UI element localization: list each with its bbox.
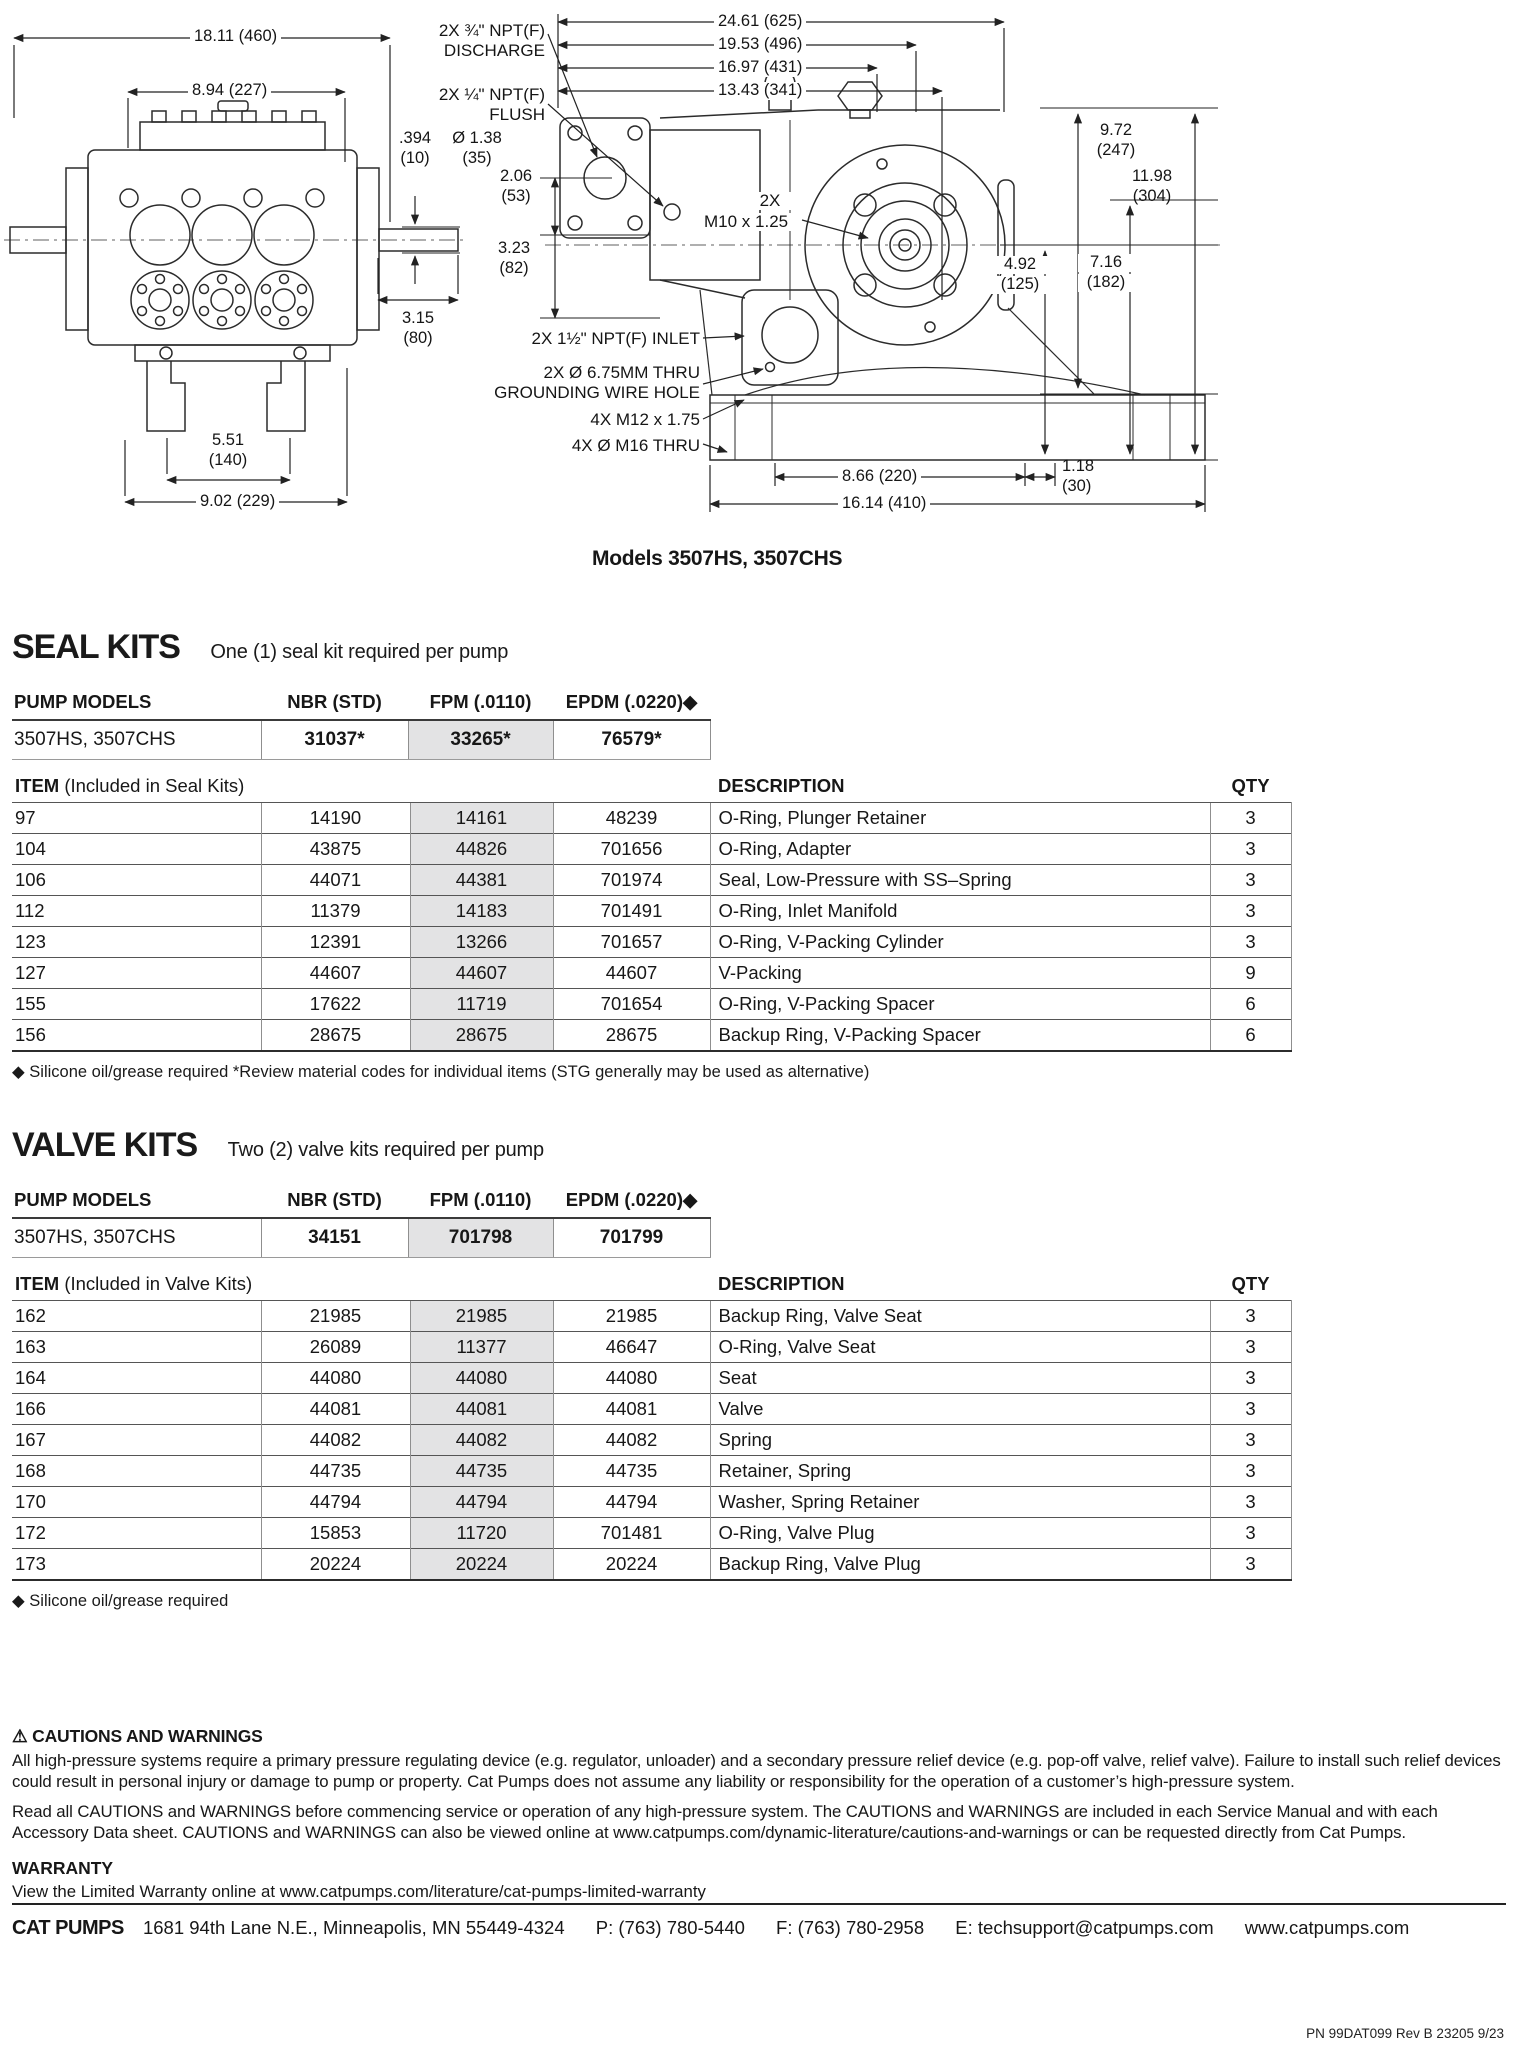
item-epdm: 701657: [553, 927, 710, 958]
item-desc: O-Ring, V-Packing Cylinder: [710, 927, 1210, 958]
seal-kits-section: [12, 628, 1292, 1082]
valve-col-description: DESCRIPTION: [718, 1273, 845, 1294]
item-nbr: 28675: [261, 1020, 410, 1052]
item-nbr: 43875: [261, 834, 410, 865]
item-epdm: 28675: [553, 1020, 710, 1052]
item-epdm: 44735: [553, 1456, 710, 1487]
item-nbr: 14190: [261, 803, 410, 834]
item-no: 163: [12, 1332, 261, 1363]
part-number-revision: PN 99DAT099 Rev B 23205 9/23: [1306, 2026, 1504, 2041]
label-m12: 4X M12 x 1.75: [590, 410, 700, 429]
valve-items-header: ITEM: [15, 1273, 60, 1294]
footer-fax: F: (763) 780-2958: [776, 1917, 925, 1938]
cautions-heading: CAUTIONS AND WARNINGS: [32, 1726, 263, 1746]
item-fpm: 14161: [410, 803, 553, 834]
dim-3-23-in: 3.23: [497, 239, 531, 257]
dim-shaft-dia-mm: (35): [462, 149, 492, 167]
item-fpm: 11377: [410, 1332, 553, 1363]
table-row: [12, 1020, 1291, 1052]
footer-phone: P: (763) 780-5440: [595, 1917, 745, 1938]
item-qty: 3: [1210, 1549, 1291, 1581]
label-flush-size: 2X ¼" NPT(F): [438, 85, 545, 104]
item-no: 156: [12, 1020, 261, 1052]
valve-items-table: [12, 1272, 1292, 1581]
item-qty: 3: [1210, 803, 1291, 834]
brand-name: CAT PUMPS: [12, 1917, 124, 1939]
label-grounding-1: 2X Ø 6.75MM THRU: [543, 363, 700, 382]
item-epdm: 701974: [553, 865, 710, 896]
item-desc: O-Ring, V-Packing Spacer: [710, 989, 1210, 1020]
dim-shaft-dia-in: Ø 1.38: [452, 129, 502, 147]
item-desc: Backup Ring, Valve Seat: [710, 1301, 1210, 1332]
item-qty: 3: [1210, 1394, 1291, 1425]
dim-7-16-mm: (182): [1078, 274, 1134, 292]
valve-kits-section: [12, 1126, 1292, 1611]
footer-email: E: techsupport@catpumps.com: [955, 1917, 1214, 1938]
label-m16: 4X Ø M16 THRU: [571, 436, 700, 455]
item-epdm: 48239: [553, 803, 710, 834]
item-qty: 6: [1210, 1020, 1291, 1052]
warning-triangle-icon: ⚠: [12, 1726, 28, 1746]
item-no: 164: [12, 1363, 261, 1394]
label-m10-qty: 2X: [748, 192, 792, 210]
item-no: 172: [12, 1518, 261, 1549]
label-flush: FLUSH: [489, 105, 545, 124]
table-row: [12, 834, 1291, 865]
dim-feet-in: 5.51: [211, 431, 245, 449]
dim-total-width: 18.11 (460): [190, 28, 281, 46]
item-fpm: 44082: [410, 1425, 553, 1456]
item-fpm: 14183: [410, 896, 553, 927]
seal-col-description: DESCRIPTION: [718, 775, 845, 796]
item-no: 162: [12, 1301, 261, 1332]
table-row: [12, 803, 1291, 834]
item-fpm: 44607: [410, 958, 553, 989]
valve-kit-nbr: 34151: [261, 1218, 408, 1258]
item-no: 106: [12, 865, 261, 896]
item-nbr: 44081: [261, 1394, 410, 1425]
table-row: [12, 958, 1291, 989]
item-ep dm: 44081: [553, 1394, 710, 1425]
seal-kit-nbr: 31037*: [261, 720, 408, 760]
item-desc: O-Ring, Valve Plug: [710, 1518, 1210, 1549]
item-nbr: 20224: [261, 1549, 410, 1581]
valve-kits-footnote: ◆ Silicone oil/grease required: [12, 1592, 229, 1610]
footer: [12, 1917, 1506, 1940]
item-nbr: 17622: [261, 989, 410, 1020]
valve-kits-subtitle: Two (2) valve kits required per pump: [227, 1139, 544, 1161]
seal-kit-models: 3507HS, 3507CHS: [12, 720, 261, 760]
label-discharge-size: 2X ¾" NPT(F): [438, 21, 545, 40]
technical-drawing-area: [0, 0, 1518, 585]
item-no: 104: [12, 834, 261, 865]
item-nbr: 44071: [261, 865, 410, 896]
item-epdm: 44607: [553, 958, 710, 989]
item-fpm: 11720: [410, 1518, 553, 1549]
item-desc: Backup Ring, Valve Plug: [710, 1549, 1210, 1581]
seal-items-header: ITEM: [15, 775, 60, 796]
item-qty: 3: [1210, 1518, 1291, 1549]
seal-kit-row: [12, 720, 710, 760]
table-row: [12, 1301, 1291, 1332]
item-epdm: 21985: [553, 1301, 710, 1332]
table-row: [12, 896, 1291, 927]
item-fpm: 28675: [410, 1020, 553, 1052]
item-epdm: 44794: [553, 1487, 710, 1518]
item-epdm: 701481: [553, 1518, 710, 1549]
drawing-caption: Models 3507HS, 3507CHS: [592, 547, 843, 570]
dim-shaft-len-in: 3.15: [401, 309, 435, 327]
item-no: 123: [12, 927, 261, 958]
item-nbr: 12391: [261, 927, 410, 958]
dim-shaft-len-mm: (80): [403, 329, 433, 347]
dim-1-18-in: 1.18: [1062, 457, 1095, 475]
dim-head-width: 8.94 (227): [188, 82, 271, 100]
item-no: 173: [12, 1549, 261, 1581]
item-fpm: 44081: [410, 1394, 553, 1425]
seal-col-qty: QTY: [1231, 775, 1270, 796]
dim-base-width: 9.02 (229): [196, 493, 279, 511]
item-fpm: 13266: [410, 927, 553, 958]
footer-address: 1681 94th Lane N.E., Minneapolis, MN 55449-4324: [142, 1917, 565, 1938]
item-nbr: 26089: [261, 1332, 410, 1363]
item-qty: 3: [1210, 927, 1291, 958]
seal-kits-footnote: ◆ Silicone oil/grease required *Review material codes for individual items (STG generally may be used as alternative): [12, 1063, 870, 1081]
item-desc: Seat: [710, 1363, 1210, 1394]
item-fpm: 44381: [410, 865, 553, 896]
seal-items-header-note: (Included in Seal Kits): [64, 775, 245, 796]
seal-kit-models-table: [12, 691, 711, 760]
col-nbr: NBR (STD): [287, 1189, 382, 1210]
label-grounding-2: GROUNDING WIRE HOLE: [494, 383, 700, 402]
label-discharge: DISCHARGE: [443, 41, 545, 60]
dim-7-16-in: 7.16: [1078, 254, 1134, 272]
item-no: 170: [12, 1487, 261, 1518]
dim-1-18-mm: (30): [1062, 477, 1092, 495]
dim-key-mm: (10): [400, 149, 430, 167]
item-qty: 3: [1210, 1487, 1291, 1518]
item-qty: 6: [1210, 989, 1291, 1020]
item-fpm: 20224: [410, 1549, 553, 1581]
item-fpm: 44826: [410, 834, 553, 865]
valve-col-qty: QTY: [1231, 1273, 1270, 1294]
item-nbr: 21985: [261, 1301, 410, 1332]
valve-kit-models: 3507HS, 3507CHS: [12, 1218, 261, 1258]
item-desc: O-Ring, Valve Seat: [710, 1332, 1210, 1363]
item-no: 155: [12, 989, 261, 1020]
item-no: 127: [12, 958, 261, 989]
table-row: [12, 865, 1291, 896]
item-epdm: 701654: [553, 989, 710, 1020]
warranty-text: View the Limited Warranty online at www.catpumps.com/literature/cat-pumps-limited-warranty: [12, 1881, 706, 1901]
item-epdm: 701656: [553, 834, 710, 865]
item-fpm: 44735: [410, 1456, 553, 1487]
item-no: 168: [12, 1456, 261, 1487]
seal-items-table: [12, 774, 1292, 1052]
cautions-section: [12, 1726, 1506, 1902]
dim-8-66: 8.66 (220): [838, 468, 921, 486]
table-row: [12, 927, 1291, 958]
dim-13-43: 13.43 (341): [714, 82, 806, 100]
table-row: [12, 1332, 1291, 1363]
col-epdm: EPDM (.0220)◆: [565, 1189, 698, 1210]
table-row: [12, 1363, 1291, 1394]
table-row: [12, 1456, 1291, 1487]
table-row: [12, 1425, 1291, 1456]
item-epdm: 44082: [553, 1425, 710, 1456]
item-no: 112: [12, 896, 261, 927]
item-desc: Seal, Low-Pressure with SS–Spring: [710, 865, 1210, 896]
item-qty: 3: [1210, 865, 1291, 896]
dim-9-72-in: 9.72: [1099, 121, 1133, 139]
item-no: 166: [12, 1394, 261, 1425]
table-row: [12, 1487, 1291, 1518]
cautions-paragraph-2: Read all CAUTIONS and WARNINGS before commencing service or operation of any high-pressure system. The CAUTIONS and WARNINGS are included in each Service Manual and with each Accessory Data sheet. CAUTIONS and WARNINGS can also be viewed online at www.catpumps.com/dynamic-literature/cautions-and-warnings or can be requested directly from Cat Pumps.: [12, 1802, 1438, 1843]
item-desc: O-Ring, Plunger Retainer: [710, 803, 1210, 834]
label-m10: M10 x 1.25: [700, 213, 792, 231]
item-fpm: 11719: [410, 989, 553, 1020]
valve-kit-row: [12, 1218, 710, 1258]
item-nbr: 11379: [261, 896, 410, 927]
dim-24-61: 24.61 (625): [714, 13, 806, 31]
col-fpm: FPM (.0110): [429, 1189, 532, 1210]
dim-4-92-mm: (125): [990, 276, 1050, 294]
dim-11-98-mm: (304): [1132, 187, 1172, 205]
dim-16-14: 16.14 (410): [838, 495, 930, 513]
table-row: [12, 1518, 1291, 1549]
item-desc: Retainer, Spring: [710, 1456, 1210, 1487]
col-epdm: EPDM (.0220)◆: [565, 691, 698, 712]
item-epdm: 701491: [553, 896, 710, 927]
item-qty: 3: [1210, 834, 1291, 865]
item-epdm: 46647: [553, 1332, 710, 1363]
item-nbr: 44082: [261, 1425, 410, 1456]
item-fpm: 44794: [410, 1487, 553, 1518]
label-inlet: 2X 1½" NPT(F) INLET: [531, 329, 700, 348]
item-qty: 9: [1210, 958, 1291, 989]
table-row: [12, 1394, 1291, 1425]
item-qty: 3: [1210, 1425, 1291, 1456]
dim-16-97: 16.97 (431): [714, 59, 806, 77]
item-desc: V-Packing: [710, 958, 1210, 989]
item-desc: O-Ring, Inlet Manifold: [710, 896, 1210, 927]
dim-3-23-mm: (82): [499, 259, 529, 277]
col-fpm: FPM (.0110): [429, 691, 532, 712]
item-no: 97: [12, 803, 261, 834]
item-desc: Valve: [710, 1394, 1210, 1425]
dim-4-92-in: 4.92: [990, 256, 1050, 274]
item-epdm: 44080: [553, 1363, 710, 1394]
col-pump-models: PUMP MODELS: [14, 1189, 152, 1210]
item-qty: 3: [1210, 1332, 1291, 1363]
item-nbr: 44735: [261, 1456, 410, 1487]
item-fpm: 44080: [410, 1363, 553, 1394]
col-nbr: NBR (STD): [287, 691, 382, 712]
item-qty: 3: [1210, 1363, 1291, 1394]
valve-items-header-note: (Included in Valve Kits): [64, 1273, 253, 1294]
valve-kit-fpm: 701798: [408, 1218, 553, 1258]
valve-kit-models-table: [12, 1189, 711, 1258]
valve-kit-epdm: 701799: [553, 1218, 710, 1258]
item-fpm: 21985: [410, 1301, 553, 1332]
col-pump-models: PUMP MODELS: [14, 691, 152, 712]
item-nbr: 44794: [261, 1487, 410, 1518]
item-desc: Backup Ring, V-Packing Spacer: [710, 1020, 1210, 1052]
seal-kit-fpm: 33265*: [408, 720, 553, 760]
seal-kits-subtitle: One (1) seal kit required per pump: [210, 641, 509, 663]
item-no: 167: [12, 1425, 261, 1456]
seal-kits-title: SEAL KITS: [12, 628, 180, 666]
dim-19-53: 19.53 (496): [714, 36, 806, 54]
item-epdm: 20224: [553, 1549, 710, 1581]
item-nbr: 44080: [261, 1363, 410, 1394]
item-nbr: 15853: [261, 1518, 410, 1549]
item-qty: 3: [1210, 1456, 1291, 1487]
warranty-heading: WARRANTY: [12, 1857, 114, 1878]
cautions-paragraph-1: All high-pressure systems require a primary pressure regulating device (e.g. regulator, unloader) and a secondary pressure relief device (e.g. pop-off valve, relief valve). Failure to install such relief devices could result in personal injury or damage to pump or property. Cat Pumps does not assume any liability or responsibility for the operation of a customer’s high-pressure system.: [12, 1751, 1501, 1792]
footer-divider: [12, 1903, 1506, 1905]
dim-11-98-in: 11.98: [1131, 167, 1173, 185]
item-nbr: 44607: [261, 958, 410, 989]
item-desc: Spring: [710, 1425, 1210, 1456]
seal-kit-epdm: 76579*: [553, 720, 710, 760]
item-desc: O-Ring, Adapter: [710, 834, 1210, 865]
dim-2-06-mm: (53): [501, 187, 531, 205]
item-desc: Washer, Spring Retainer: [710, 1487, 1210, 1518]
table-row: [12, 1549, 1291, 1581]
item-qty: 3: [1210, 896, 1291, 927]
table-row: [12, 989, 1291, 1020]
valve-kits-title: VALVE KITS: [12, 1126, 198, 1164]
dim-feet-mm: (140): [208, 451, 248, 469]
dim-2-06-in: 2.06: [499, 167, 533, 185]
item-qty: 3: [1210, 1301, 1291, 1332]
footer-website: www.catpumps.com: [1244, 1917, 1410, 1938]
dim-key-in: .394: [398, 129, 432, 147]
dim-9-72-mm: (247): [1096, 141, 1136, 159]
